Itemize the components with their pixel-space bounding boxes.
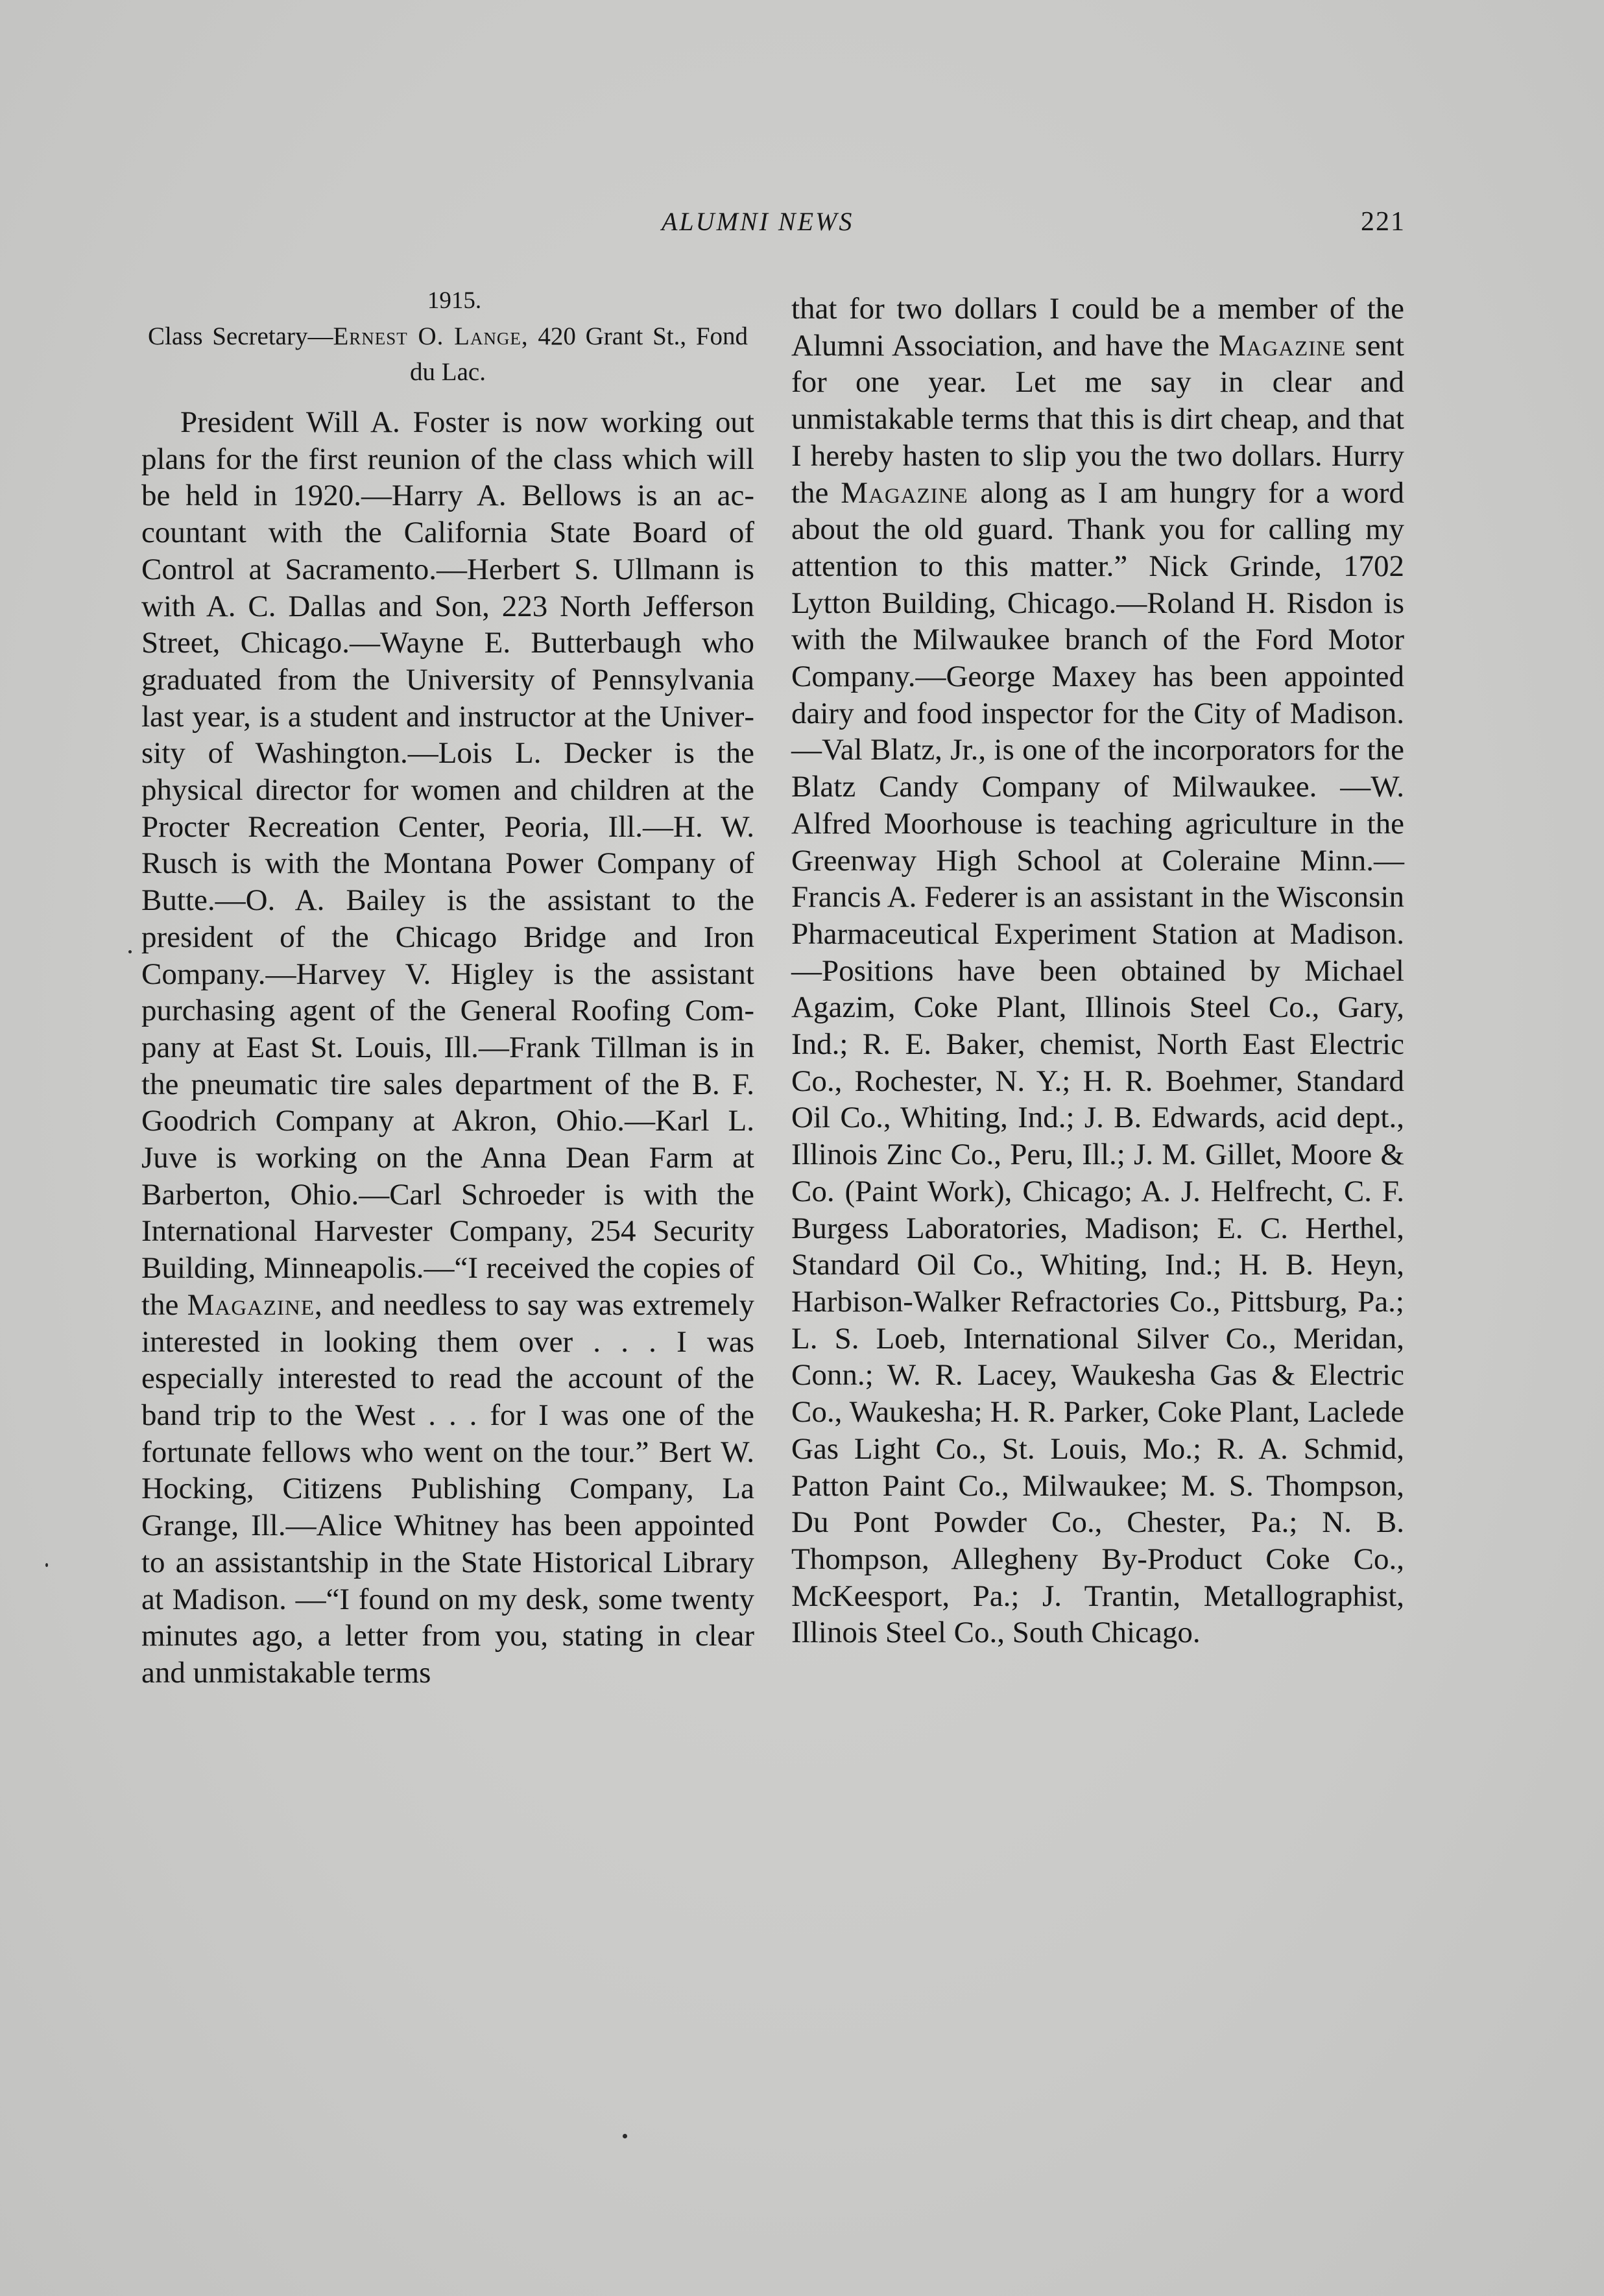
running-header: [0, 206, 1604, 245]
paragraph-text: along as I am hungry for a word about the old guard. Thank you for calling my attention to this matter.” Nick Grinde, 1702 Lytton Building, Chicago.—Roland H. Risdon is with the Milwaukee branch of the Ford Motor Company.—George Maxey has been appointed dairy and food inspector for the City of Madison.—Val Blatz, Jr., is one of the incorporators for the Blatz Candy Company of Milwaukee. —W. Alfred Moorhouse is teaching agriculture in the Greenway High School at Coleraine Minn.—Francis A. Federer is an assistant in the Wisconsin Pharmaceutical Experiment Station at Madison.—Positions have been obtained by Michael Agazim, Coke Plant, Illinois Steel Co., Gary, Ind.; R. E. Baker, chemist, North East Electric Co., Rochester, N. Y.; H. R. Boehmer, Standard Oil Co., Whiting, Ind.; J. B. Edwards, acid dept., Illinois Zinc Co., Peru, Ill.; J. M. Gillet, Moore & Co. (Paint Work), Chicago; A. J. Helfrecht, C. F. Burgess Laboratories, Madison; E. C. Herthel, Standard Oil Co., Whiting, Ind.; H. B. Heyn, Harbison-Walker Refractories Co., Pittsburg, Pa.; L. S. Loeb, International Silver Co., Meridan, Conn.; W. R. Lacey, Waukesha Gas & Electric Co., Waukesha; H. R. Parker, Coke Plant, Laclede Gas Light Co., St. Louis, Mo.; R. A. Schmid, Patton Paint Co., Milwaukee; M. S. Thompson, Du Pont Powder Co., Chester, Pa.; N. B. Thompson, Allegheny By-Product Coke Co., McKeesport, Pa.; J. Trantin, Metallographist, Illinois Steel Co., South Chicago.: [791, 475, 1404, 1650]
secretary-prefix: Class Secretary—: [148, 322, 333, 350]
magazine-word: Magazine: [1218, 328, 1347, 363]
secretary-address: 420 Grant St., Fond du Lac.: [410, 322, 748, 386]
paragraph-text: President Will A. Foster is now working out plans for the first reunion of the class which will be held in 1920.—Harry A. Bellows is an accountant with the California State Board of Control at Sacramento.—Herbert S. Ullmann is with A. C. Dallas and Son, 223 North Jefferson Street, Chicago.—Wayne E. Butterbaugh who graduated from the University of Pennsylvania last year, is a student and instructor at the University of Washington.—Lois L. Decker is the physical director for women and children at the Procter Recreation Center, Peoria, Ill.—H. W. Rusch is with the Montana Power Company of Butte.—O. A. Bailey is the assistant to the president of the Chicago Bridge and Iron Company.—Harvey V. Higley is the assistant purchasing agent of the General Roofing Company at East St. Louis, Ill.—Frank Tillman is in the pneumatic tire sales department of the B. F. Goodrich Company at Akron, Ohio.—Karl L. Juve is working on the Anna Dean Farm at Barberton, Ohio.—Carl Schroeder is with the International Harvester Company, 254 Security Building, Minneapolis.—“I received the copies of the: [141, 405, 754, 1322]
paragraph-text: , and needless to say was extremely interested in looking them over . . . I was especially interested to read the account of the band trip to the West . . . for I was one of the fortunate fellows who went on the tour.” Bert W. Hocking, Citizens Publishing Company, La Grange, Ill.—Alice Whitney has been appointed to an assistantship in the State Historical Library at Madison. —“I found on my desk, some twenty minutes ago, a letter from you, stating in clear and unmistakable terms: [141, 1287, 754, 1690]
print-speck: [623, 2134, 627, 2138]
print-speck: [45, 1563, 48, 1567]
news-paragraph-left: [141, 404, 754, 1692]
section-year-heading: 1915.: [427, 287, 482, 314]
paragraph-text: that for two dollars I could be a member of the Alumni Association, and have the: [791, 292, 1404, 363]
right-column: [791, 291, 1404, 1651]
left-column: [141, 285, 754, 1692]
paragraph-text: sent for one year. Let me say in clear and unmistakable terms that this is dirt cheap, and that I hereby hasten to slip you the two dollars. Hurry the: [791, 328, 1404, 510]
magazine-word: Magazine: [841, 475, 968, 510]
page-number: 221: [1361, 207, 1406, 237]
news-paragraph-right: [791, 291, 1404, 1651]
magazine-word: Magazine: [187, 1287, 315, 1322]
secretary-name: Ernest O. Lange,: [333, 322, 529, 350]
print-speck: [128, 950, 132, 953]
running-title: ALUMNI NEWS: [662, 207, 854, 236]
class-secretary-line: [141, 318, 754, 390]
